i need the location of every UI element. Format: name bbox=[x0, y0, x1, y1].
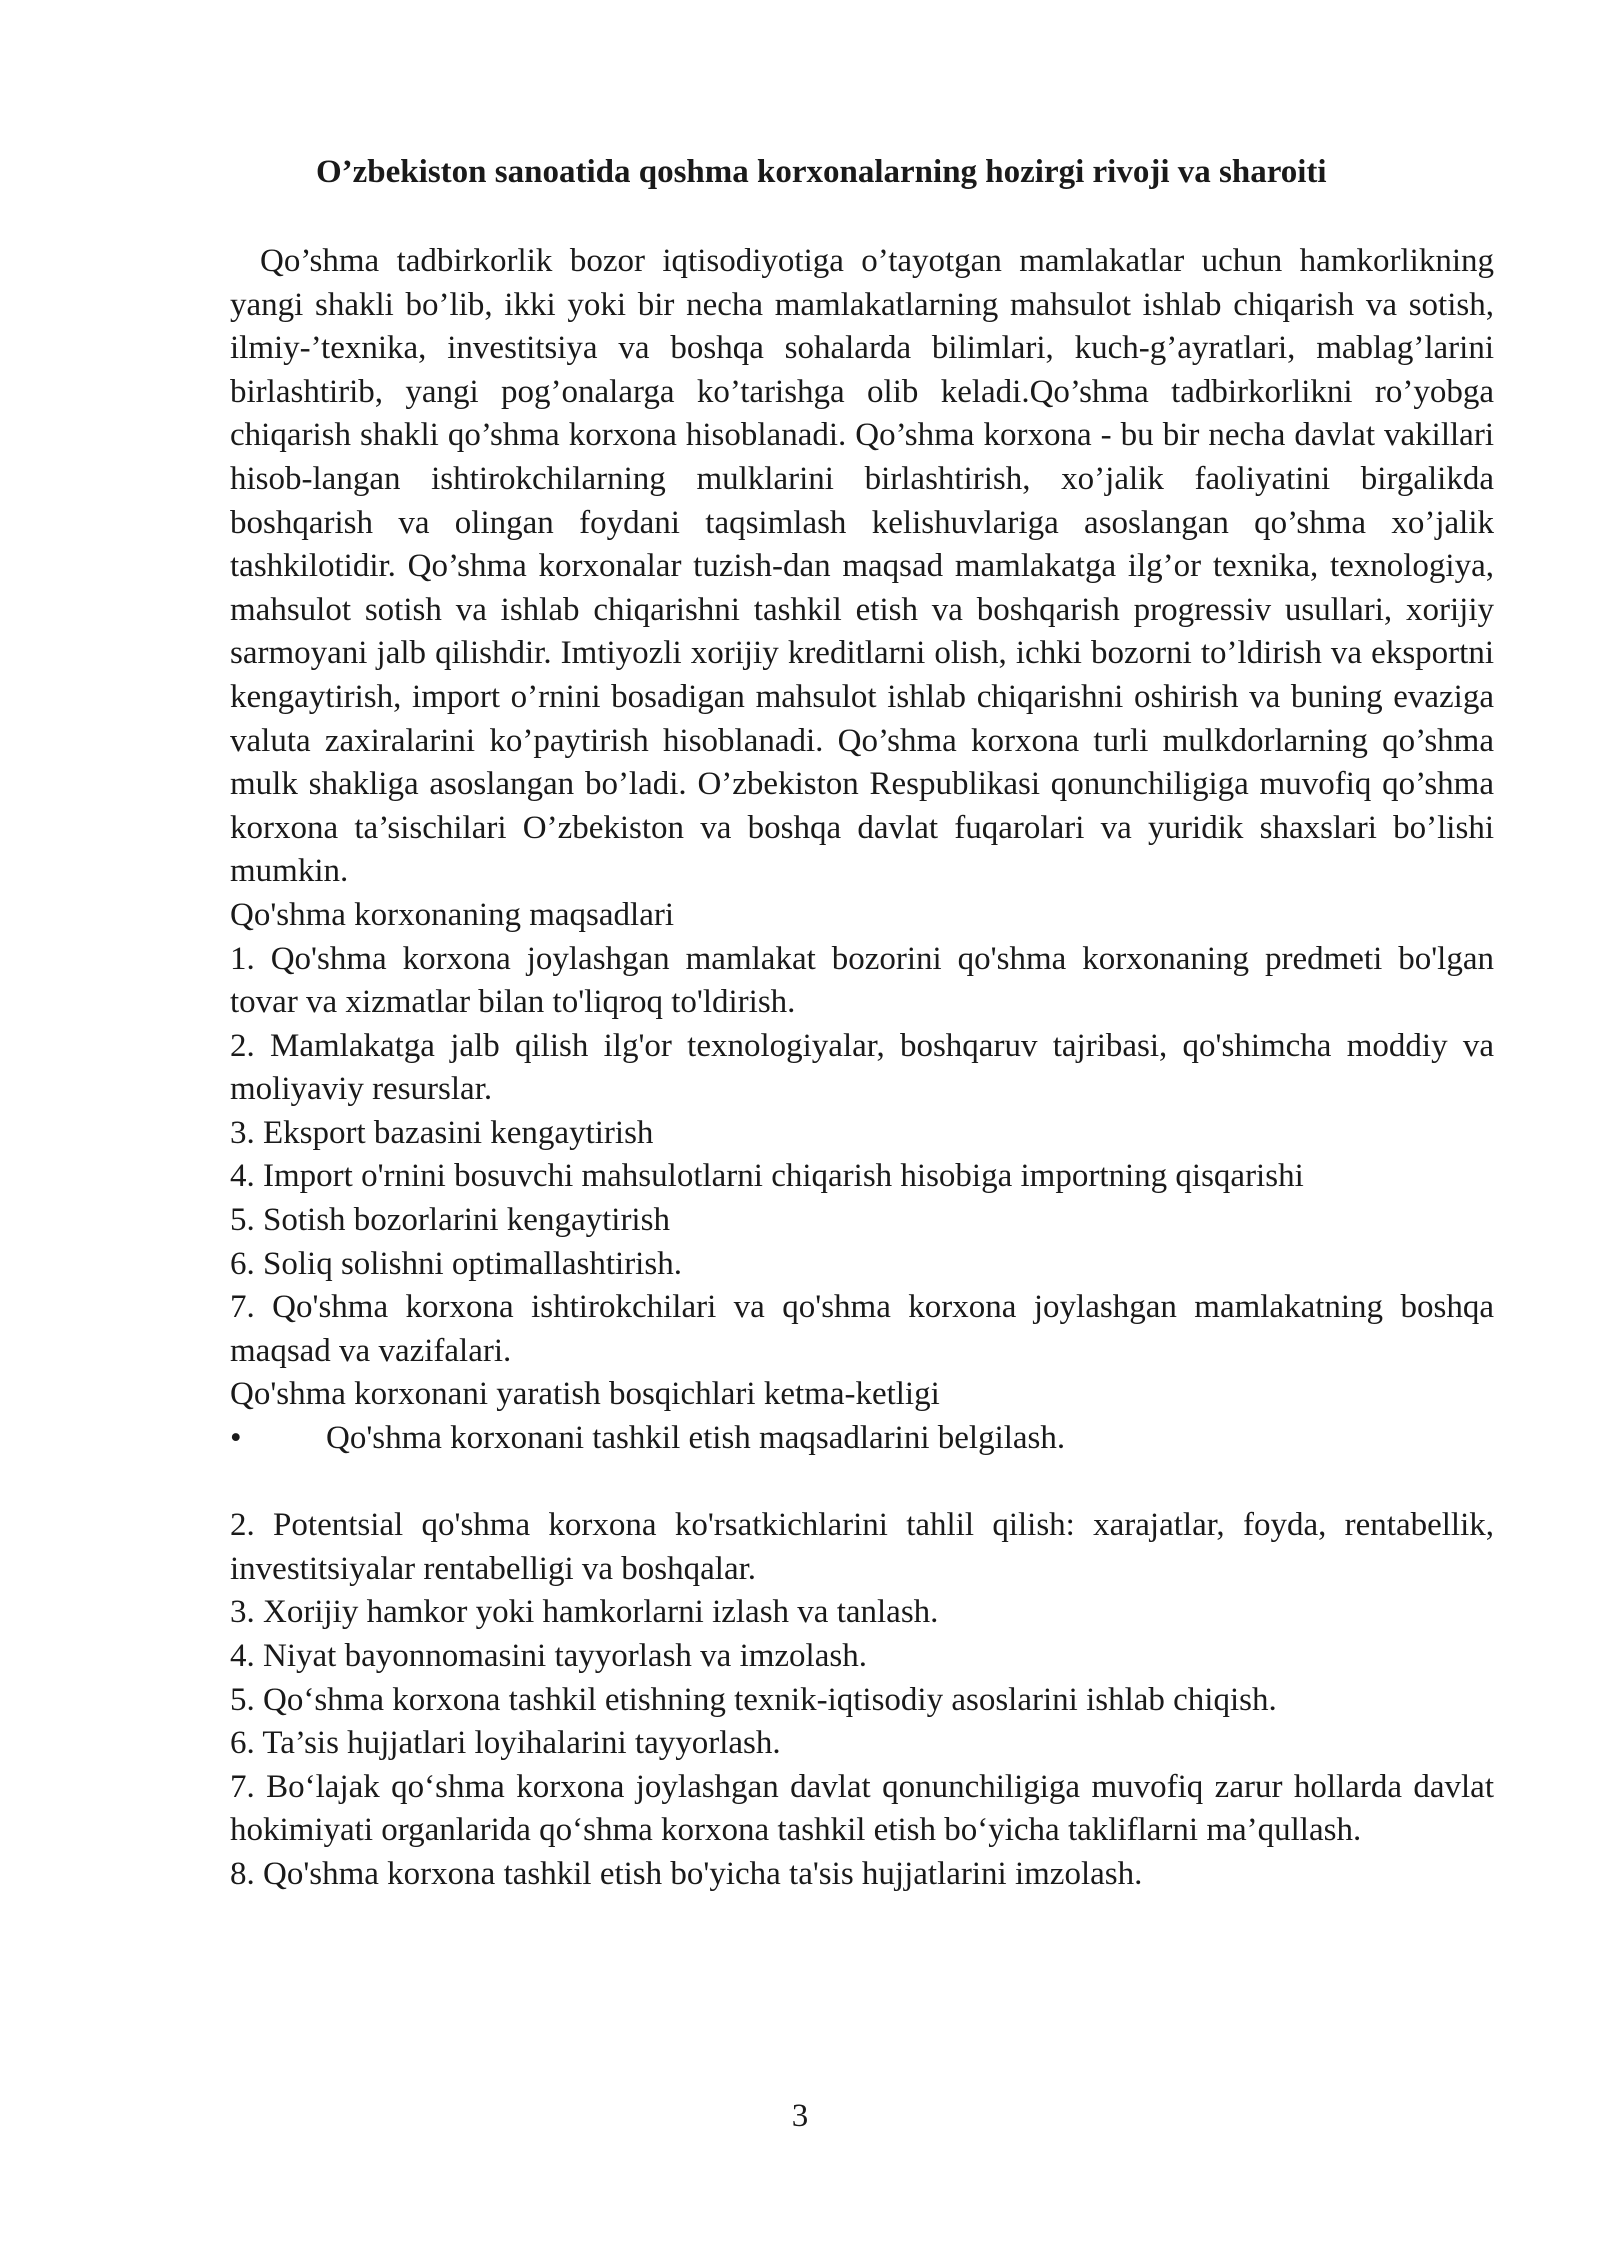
page-title: O’zbekiston sanoatida qoshma korxonalarning hozirgi rivoji va sharoiti bbox=[316, 154, 1327, 190]
body-text bbox=[230, 240, 1494, 1897]
stage-bullet-item bbox=[230, 1417, 1494, 1461]
goal-item: 5. Sotish bozorlarini kengaytirish bbox=[230, 1202, 670, 1239]
stage-item-text: Qo'shma korxonani tashkil etish maqsadlarini belgilash. bbox=[326, 1420, 1066, 1457]
stage-item: 2. Potentsial qo'shma korxona ko'rsatkichlarini tahlil qilish: xarajatlar, foyda, rentabellik, investitsiyalar rentabelligi va boshqalar. bbox=[230, 1507, 1494, 1587]
intro-paragraph: Qo’shma tadbirkorlik bozor iqtisodiyotiga o’tayotgan mamlakatlar uchun hamkorlikning yangi shakli bo’lib, ikki yoki bir necha mamlakatlarning mahsulot ishlab chiqarish va sotish, ilmiy-’texnika, investitsiya va boshqa sohalarda bilimlari, kuch-g’ayratlari, mablag’larini birlashtirib, yangi pog’onalarga ko’tarishga olib keladi.Qo’shma tadbirkorlikni ro’yobga chiqarish shakli qo’shma korxona hisoblanadi. Qo’shma korxona - bu bir necha davlat vakillari hisob-langan ishtirokchilarning mulklarini birlashtirish, xo’jalik faoliyatini birgalikda boshqarish va olingan foydani taqsimlash kelishuvlariga asoslangan qo’shma xo’jalik tashkilotidir. Qo’shma korxonalar tuzish-dan maqsad mamlakatga ilg’or texnika, texnologiya, mahsulot sotish va ishlab chiqarishni tashkil etish va boshqarish progressiv usullari, xorijiy sarmoyani jalb qilishdir. Imtiyozli xorijiy kreditlarni olish, ichki bozorni to’ldirish va eksportni kengaytirish, import o’rnini bosadigan mahsulot ishlab chiqarishni oshirish va buning evaziga valuta zaxiralarini ko’paytirish hisoblanadi. Qo’shma korxona turli mulkdorlarning qo’shma mulk shakliga asoslangan bo’ladi. O’zbekiston Respublikasi qonunchiligiga muvofiq qo’shma korxona ta’sischilari O’zbekiston va boshqa davlat fuqarolari va yuridik shaxslari bo’lishi mumkin. bbox=[230, 243, 1494, 890]
stages-heading: Qo'shma korxonani yaratish bosqichlari ketma-ketligi bbox=[230, 1376, 940, 1413]
stage-item: 6. Ta’sis hujjatlari loyihalarini tayyorlash. bbox=[230, 1725, 781, 1762]
page-number: 3 bbox=[791, 2098, 809, 2134]
stage-item: 3. Xorijiy hamkor yoki hamkorlarni izlash va tanlash. bbox=[230, 1594, 939, 1631]
blank-line bbox=[230, 1461, 1494, 1505]
goal-item: 3. Eksport bazasini kengaytirish bbox=[230, 1114, 654, 1151]
stage-item: 8. Qo'shma korxona tashkil etish bo'yicha ta'sis hujjatlarini imzolash. bbox=[230, 1855, 1143, 1892]
goals-heading: Qo'shma korxonaning maqsadlari bbox=[230, 896, 675, 933]
goal-item: 1. Qo'shma korxona joylashgan mamlakat bozorini qo'shma korxonaning predmeti bo'lgan tovar va xizmatlar bilan to'liqroq to'ldirish. bbox=[230, 940, 1494, 1021]
goal-item: 2. Mamlakatga jalb qilish ilg'or texnologiyalar, boshqaruv tajribasi, qo'shimcha moddiy va moliyaviy resurslar. bbox=[230, 1027, 1494, 1108]
goal-item: 4. Import o'rnini bosuvchi mahsulotlarni chiqarish hisobiga importning qisqarishi bbox=[230, 1158, 1304, 1195]
bullet-mark: • bbox=[230, 1420, 242, 1457]
stage-item: 4. Niyat bayonnomasini tayyorlash va imzolash. bbox=[230, 1638, 867, 1674]
stage-item: 7. Bo‘lajak qo‘shma korxona joylashgan davlat qonunchiligiga muvofiq zarur hollarda davlat hokimiyati organlarida qo‘shma korxona tashkil etish bo‘yicha takliflarni ma’qullash. bbox=[230, 1768, 1494, 1849]
stage-item: 5. Qo‘shma korxona tashkil etishning texnik-iqtisodiy asoslarini ishlab chiqish. bbox=[230, 1681, 1277, 1718]
goal-item: 6. Soliq solishni optimallashtirish. bbox=[230, 1245, 682, 1282]
goal-item: 7. Qo'shma korxona ishtirokchilari va qo'shma korxona joylashgan mamlakatning boshqa maqsad va vazifalari. bbox=[230, 1289, 1494, 1369]
